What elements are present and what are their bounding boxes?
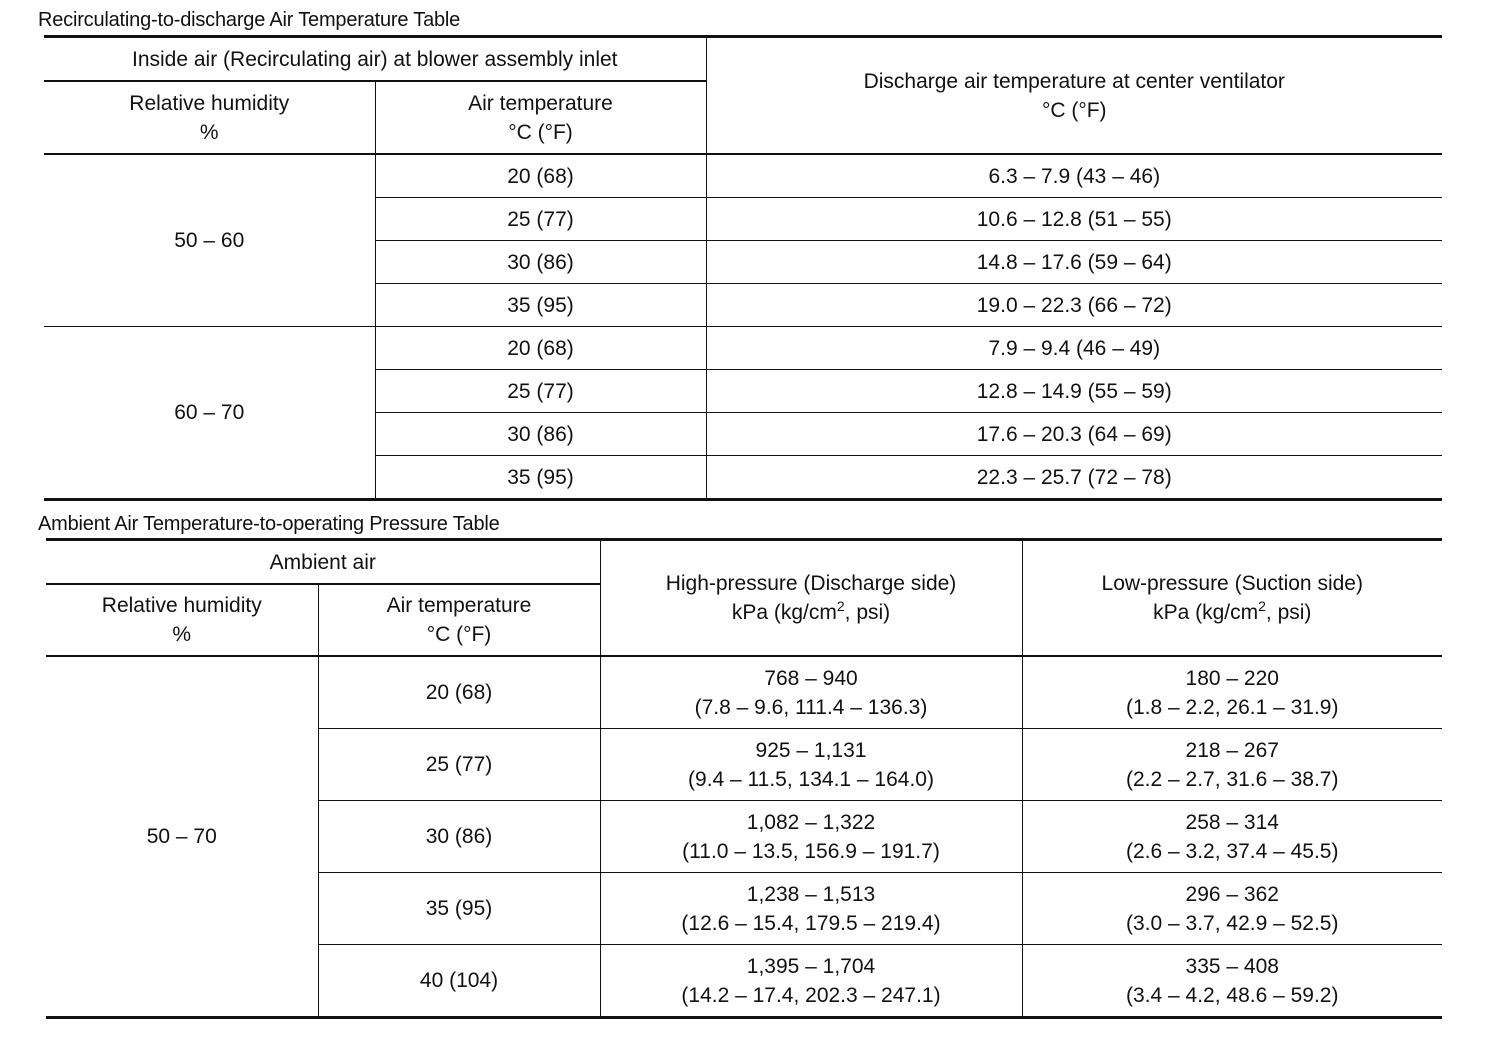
- unit-superscript: 2: [836, 598, 845, 614]
- low-pressure-cell: [1022, 945, 1442, 1018]
- air-temp-cell: 40 (104): [318, 945, 600, 1018]
- air-temp-cell: 30 (86): [375, 241, 706, 284]
- air-temp-cell: 35 (95): [318, 873, 600, 945]
- header-low-pressure: [1022, 540, 1442, 657]
- humidity-cell: 60 – 70: [44, 327, 375, 500]
- high-pressure-cell: [600, 945, 1022, 1018]
- ambient-pressure-table: [46, 538, 1442, 1019]
- high-pressure-cell: [600, 656, 1022, 729]
- low-pressure-cell: [1022, 656, 1442, 729]
- kpa-range: 1,082 – 1,322: [746, 810, 876, 834]
- header-humidity-unit: %: [199, 120, 219, 144]
- humidity-cell: 50 – 60: [44, 154, 375, 327]
- kpa-range: 180 – 220: [1185, 666, 1279, 690]
- table1-caption: Recirculating-to-discharge Air Temperature Table: [38, 9, 461, 31]
- discharge-temp-cell: 7.9 – 9.4 (46 – 49): [706, 327, 1442, 370]
- table-row: [44, 154, 1442, 198]
- table2-caption: Ambient Air Temperature-to-operating Pressure Table: [38, 513, 500, 535]
- discharge-temp-cell: 14.8 – 17.6 (59 – 64): [706, 241, 1442, 284]
- unit-text: kPa (kg/cm: [731, 601, 837, 624]
- high-pressure-cell: [600, 729, 1022, 801]
- header-group-ambient-air: Ambient air: [46, 540, 600, 585]
- low-pressure-cell: [1022, 729, 1442, 801]
- header-relative-humidity: [46, 584, 318, 656]
- discharge-temp-cell: 17.6 – 20.3 (64 – 69): [706, 413, 1442, 456]
- low-pressure-cell: [1022, 873, 1442, 945]
- unit-text: , psi): [844, 601, 891, 624]
- air-temp-cell: 20 (68): [375, 327, 706, 370]
- kgcm-psi-range: (7.8 – 9.6, 111.4 – 136.3): [694, 695, 928, 719]
- kpa-range: 258 – 314: [1185, 810, 1279, 834]
- header-air-temp-title: Air temperature: [468, 91, 613, 115]
- air-temp-cell: 25 (77): [375, 198, 706, 241]
- header-discharge-title: Discharge air temperature at center ventilator: [863, 69, 1285, 93]
- kpa-range: 218 – 267: [1185, 738, 1279, 762]
- header-air-temp-title: Air temperature: [386, 594, 532, 617]
- header-relative-humidity: [44, 81, 375, 154]
- unit-superscript: 2: [1258, 598, 1266, 614]
- kpa-range: 335 – 408: [1185, 954, 1279, 978]
- header-group-inside-air: Inside air (Recirculating air) at blower assembly inlet: [44, 37, 706, 82]
- kpa-range: 1,395 – 1,704: [746, 954, 876, 978]
- kgcm-psi-range: (9.4 – 11.5, 134.1 – 164.0): [688, 767, 934, 791]
- kgcm-psi-range: (3.4 – 4.2, 48.6 – 59.2): [1126, 983, 1339, 1007]
- low-pressure-cell: [1022, 801, 1442, 873]
- kgcm-psi-range: (11.0 – 13.5, 156.9 – 191.7): [682, 839, 940, 863]
- unit-text: kPa (kg/cm: [1153, 601, 1259, 624]
- kgcm-psi-range: (2.2 – 2.7, 31.6 – 38.7): [1126, 767, 1339, 791]
- header-humidity-unit: %: [172, 623, 192, 646]
- header-air-temperature: [318, 584, 600, 656]
- kpa-range: 1,238 – 1,513: [746, 882, 876, 906]
- header-humidity-title: Relative humidity: [129, 91, 290, 115]
- kgcm-psi-range: (12.6 – 15.4, 179.5 – 219.4): [681, 911, 941, 935]
- air-temp-cell: 25 (77): [318, 729, 600, 801]
- air-temp-cell: 20 (68): [375, 154, 706, 198]
- header-discharge-temp: [706, 37, 1442, 155]
- header-discharge-unit: °C (°F): [1041, 98, 1107, 122]
- header-high-title: High-pressure (Discharge side): [665, 572, 957, 595]
- header-high-pressure: [600, 540, 1022, 657]
- air-temp-cell: 25 (77): [375, 370, 706, 413]
- header-low-title: Low-pressure (Suction side): [1101, 572, 1363, 595]
- air-temp-cell: 35 (95): [375, 284, 706, 327]
- discharge-temp-cell: 10.6 – 12.8 (51 – 55): [706, 198, 1442, 241]
- high-pressure-cell: [600, 873, 1022, 945]
- air-temp-cell: 20 (68): [318, 656, 600, 729]
- table-row: [46, 656, 1442, 729]
- discharge-temp-cell: 19.0 – 22.3 (66 – 72): [706, 284, 1442, 327]
- air-temp-cell: 30 (86): [318, 801, 600, 873]
- discharge-temp-cell: 12.8 – 14.9 (55 – 59): [706, 370, 1442, 413]
- discharge-temp-cell: 22.3 – 25.7 (72 – 78): [706, 456, 1442, 500]
- header-air-temperature: [375, 81, 706, 154]
- kpa-range: 925 – 1,131: [755, 738, 867, 762]
- humidity-cell: 50 – 70: [46, 656, 318, 1018]
- high-pressure-cell: [600, 801, 1022, 873]
- header-humidity-title: Relative humidity: [101, 594, 262, 617]
- kgcm-psi-range: (3.0 – 3.7, 42.9 – 52.5): [1126, 911, 1339, 935]
- header-air-temp-unit: °C (°F): [426, 623, 492, 646]
- table-row: [44, 327, 1442, 370]
- discharge-temp-cell: 6.3 – 7.9 (43 – 46): [706, 154, 1442, 198]
- kpa-range: 296 – 362: [1185, 882, 1279, 906]
- air-temp-cell: 30 (86): [375, 413, 706, 456]
- header-air-temp-unit: °C (°F): [508, 120, 573, 144]
- kgcm-psi-range: (14.2 – 17.4, 202.3 – 247.1): [681, 983, 941, 1007]
- kgcm-psi-range: (2.6 – 3.2, 37.4 – 45.5): [1126, 839, 1339, 863]
- header-high-unit: [601, 598, 1022, 627]
- kgcm-psi-range: (1.8 – 2.2, 26.1 – 31.9): [1126, 695, 1339, 719]
- unit-text: , psi): [1265, 601, 1312, 624]
- air-temp-cell: 35 (95): [375, 456, 706, 500]
- recirculating-discharge-table: [44, 35, 1442, 501]
- header-low-unit: [1023, 598, 1443, 627]
- kpa-range: 768 – 940: [764, 666, 858, 690]
